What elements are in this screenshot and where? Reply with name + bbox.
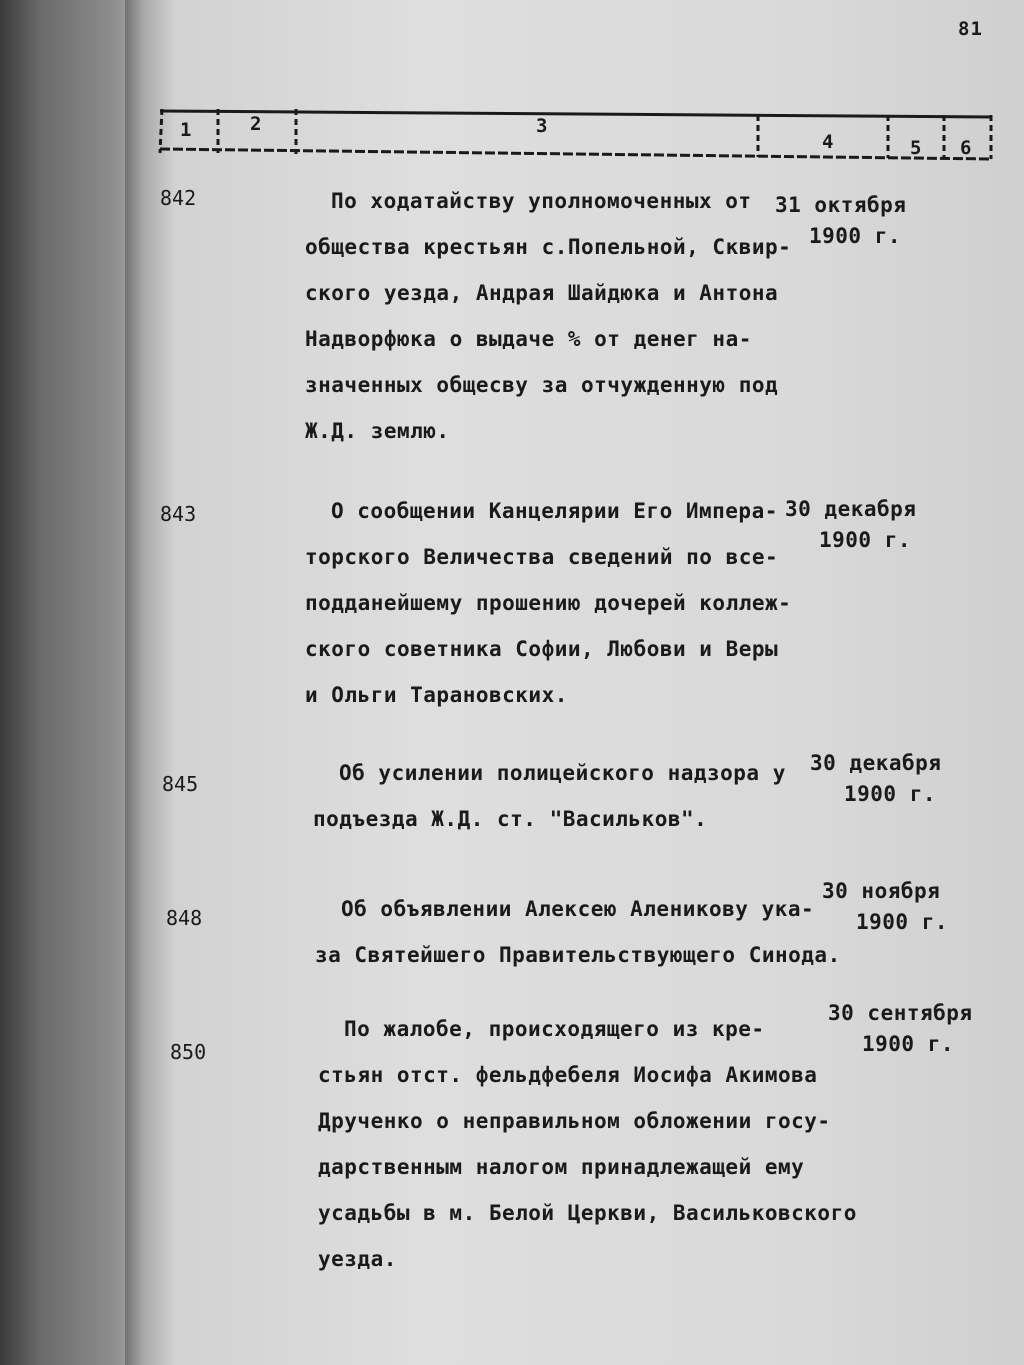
column-label-4: 4 [822,131,834,153]
column-header-frame [158,103,994,165]
description-line: за Святейшего Правительствующего Синода. [315,943,841,967]
entry-date [775,190,906,252]
description-line: подданейшему прошению дочерей коллеж- [305,591,792,615]
entry-number: 848 [166,906,203,930]
date-year: 1900 г. [844,782,937,806]
date-year: 1900 г. [862,1032,955,1056]
column-label-6: 6 [960,137,972,159]
description-line: Об усилении полицейского надзора у [339,761,786,785]
description-line: торского Величества сведений по все- [305,545,779,569]
description-line: уезда. [318,1247,397,1271]
description-line: По жалобе, происходящего из кре- [344,1017,765,1041]
description-line: и Ольги Тарановских. [305,683,568,707]
entry-date [810,748,941,810]
page-number: 81 [958,18,983,40]
column-label-2: 2 [250,113,262,135]
description-line: ского уезда, Андрая Шайдюка и Антона [305,281,779,305]
description-line: Друченко о неправильном обложении госу- [318,1109,831,1133]
entry-description [305,488,791,718]
description-line: стьян отст. фельдфебеля Иосифа Акимова [318,1063,818,1087]
entry-date [822,876,948,938]
entry-date [785,494,916,556]
date-year: 1900 г. [819,528,912,552]
description-line: Надворфюка о выдаче % от денег на- [305,327,752,351]
column-label-5: 5 [910,137,922,159]
entry-number: 850 [170,1040,207,1064]
entry-description [305,178,791,454]
description-line: подъезда Ж.Д. ст. "Васильков". [313,807,708,831]
date-day-month: 30 декабря [785,497,917,521]
description-line: О сообщении Канцелярии Его Импера- [331,499,778,523]
date-year: 1900 г. [809,224,902,248]
date-day-month: 30 декабря [810,751,942,775]
date-day-month: 30 ноября [822,879,941,903]
entry-number: 843 [160,502,197,526]
column-label-1: 1 [180,119,192,141]
description-line: ского советника Софии, Любови и Веры [305,637,779,661]
description-line: Об объявлении Алексею Аленикову ука- [341,897,815,921]
book-binding-shadow [125,0,143,1365]
entry-number: 845 [162,772,199,796]
description-line: значенных общесву за отчужденную под [305,373,779,397]
table-column-header [158,103,994,165]
date-day-month: 30 сентября [828,1001,973,1025]
description-line: дарственным налогом принадлежащей ему [318,1155,805,1179]
entry-description [313,750,786,842]
entry-number: 842 [160,186,197,210]
entry-description [315,886,841,978]
entry-date [828,998,973,1060]
description-line: усадьбы в м. Белой Церкви, Васильковского [318,1201,857,1225]
date-day-month: 31 октября [775,193,907,217]
date-year: 1900 г. [856,910,949,934]
column-label-3: 3 [536,115,548,137]
description-line: общества крестьян с.Попельной, Сквир- [305,235,792,259]
description-line: По ходатайству уполномоченных от [331,189,752,213]
description-line: Ж.Д. землю. [305,419,450,443]
entry-description [318,1006,857,1282]
